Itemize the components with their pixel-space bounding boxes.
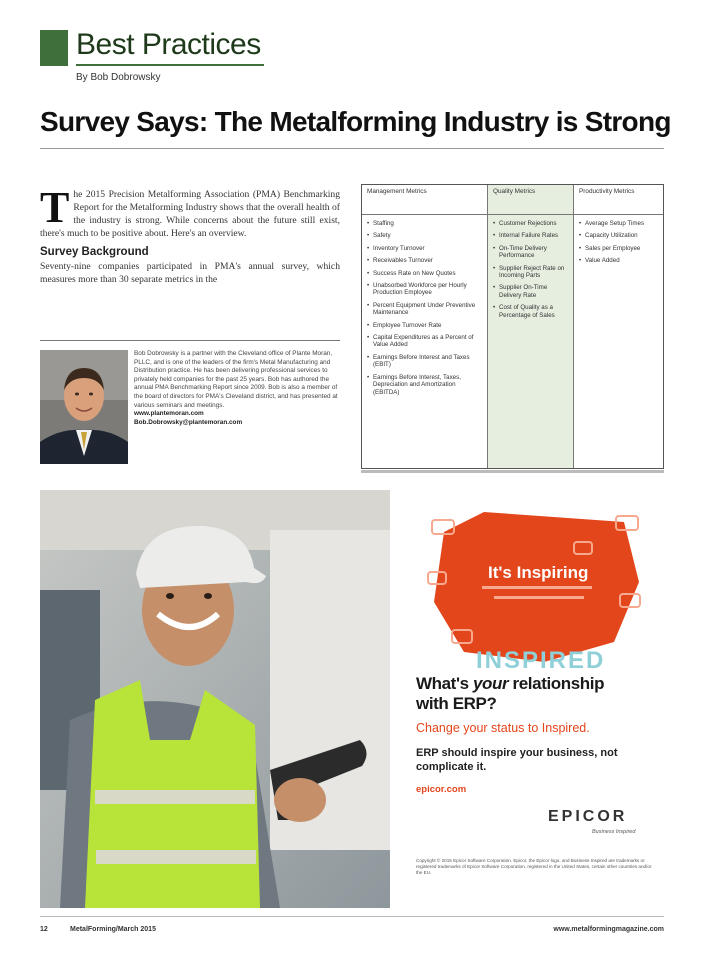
column-header: Productivity Metrics — [574, 185, 663, 215]
drop-cap: T — [40, 183, 70, 232]
epicor-tagline: Business Inspired — [592, 829, 636, 835]
publication-name: MetalForming/March 2015 — [70, 926, 156, 933]
section-title: Best Practices — [76, 28, 261, 61]
metric-item: • Success Rate on New Quotes — [367, 270, 483, 277]
metric-item: • Cost of Quality as a Percentage of Sales — [493, 304, 569, 319]
ad-inspired-word: INSPIRED — [476, 647, 606, 672]
metric-item: • Supplier On-Time Delivery Rate — [493, 284, 569, 299]
productivity-metrics-column — [574, 185, 663, 468]
metric-item: • Supplier Reject Rate on Incoming Parts — [493, 265, 569, 280]
ad-headline-part: What's — [416, 674, 473, 693]
metric-item: • Customer Rejections — [493, 220, 569, 227]
metric-item: • On-Time Delivery Performance — [493, 245, 569, 260]
metric-item: • Percent Equipment Under Preventive Maintenance — [367, 302, 483, 317]
footer-url[interactable]: www.metalformingmagazine.com — [553, 926, 664, 933]
ad-headline — [416, 674, 604, 714]
epicor-logo: EPICOR — [548, 808, 628, 825]
intro-paragraph — [40, 183, 340, 240]
metric-item: • Inventory Turnover — [367, 245, 483, 252]
metric-item: • Average Setup Times — [579, 220, 659, 227]
metric-item: • Employee Turnover Rate — [367, 322, 483, 329]
metric-item: • Internal Failure Rates — [493, 232, 569, 239]
metrics-list — [574, 215, 663, 265]
article-body — [40, 183, 340, 286]
metric-item: • Receivables Turnover — [367, 257, 483, 264]
management-metrics-column — [362, 185, 488, 468]
metric-item: • Earnings Before Interest and Taxes (EBIT) — [367, 354, 483, 369]
metrics-list — [362, 215, 487, 396]
headline-divider — [40, 148, 664, 149]
column-header: Management Metrics — [362, 185, 487, 215]
section-rule — [76, 64, 264, 66]
ad-body-text: ERP should inspire your business, not complicate it. — [416, 747, 618, 773]
author-bio — [134, 350, 340, 427]
article-headline: Survey Says: The Metalforming Industry is Strong — [40, 106, 671, 137]
epicor-advertisement[interactable] — [410, 490, 664, 908]
intro-text: he 2015 Precision Metalforming Association (PMA) Benchmarking Report for the Metalforming Industry shows that the overall health of the industry is strong. While concerns about the future still exist, there's much to be positive about. Here's an overview. — [40, 189, 340, 239]
ad-url-link[interactable]: epicor.com — [416, 784, 467, 795]
metrics-list — [488, 215, 573, 319]
metric-item: • Value Added — [579, 257, 659, 264]
ad-fine-print: Copyright © 2015 Epicor Software Corporation. Epicor, the Epicor logo, and Business Inspired are trademarks or registered trademarks of Epicor Software Corporation, registered in the United States, certain other countries and/or the EU. — [416, 858, 652, 875]
byline: By Bob Dobrowsky — [76, 72, 161, 83]
metric-item: • Staffing — [367, 220, 483, 227]
bio-divider — [40, 340, 340, 341]
paragraph-2: Seventy-nine companies participated in PMA's annual survey, which measures more than 30 separate metrics in the — [40, 261, 340, 285]
ad-graphic-text: It's Inspiring — [488, 563, 589, 582]
ad-subline: Change your status to Inspired. — [416, 721, 590, 735]
bio-email-link[interactable]: Bob.Dobrowsky@plantemoran.com — [134, 418, 243, 426]
metric-item: • Earnings Before Interest, Taxes, Depreciation and Amortization (EBITDA) — [367, 374, 483, 396]
ad-headline-part: relationship — [508, 674, 605, 693]
column-header: Quality Metrics — [488, 185, 573, 215]
table-shadow — [361, 470, 664, 473]
bio-web-link[interactable]: www.plantemoran.com — [134, 410, 204, 418]
metric-item: • Safety — [367, 232, 483, 239]
section-color-bar — [40, 30, 68, 66]
metrics-table — [361, 184, 664, 469]
ad-headline-emphasis: your — [472, 674, 509, 693]
metric-item: • Sales per Employee — [579, 245, 659, 252]
quality-metrics-column — [488, 185, 574, 468]
metric-item: • Unabsorbed Workforce per Hourly Production Employee — [367, 282, 483, 297]
footer-rule — [40, 916, 664, 917]
author-photo — [40, 350, 128, 464]
metric-item: • Capital Expenditures as a Percent of Value Added — [367, 334, 483, 349]
metric-item: • Capacity Utilization — [579, 232, 659, 239]
inspired-graphic — [424, 502, 646, 672]
page-number: 12 — [40, 926, 48, 933]
worker-photo — [40, 490, 390, 908]
bio-paragraph: Bob Dobrowsky is a partner with the Cleveland office of Plante Moran, PLLC, and is one of the leaders of the firm's Metal Manufacturing and Distribution practice. He has been delivering professional services to privately held companies for the past 25 years. Bob has authored the annual PMA Benchmarking Report since 2009. Bob is also a member of the board of directors for PMA's Cleveland district, and has presented at various seminars and meetings. — [134, 350, 338, 409]
ad-headline-line2: with ERP? — [416, 694, 497, 713]
subhead-survey-background: Survey Background — [40, 246, 149, 258]
